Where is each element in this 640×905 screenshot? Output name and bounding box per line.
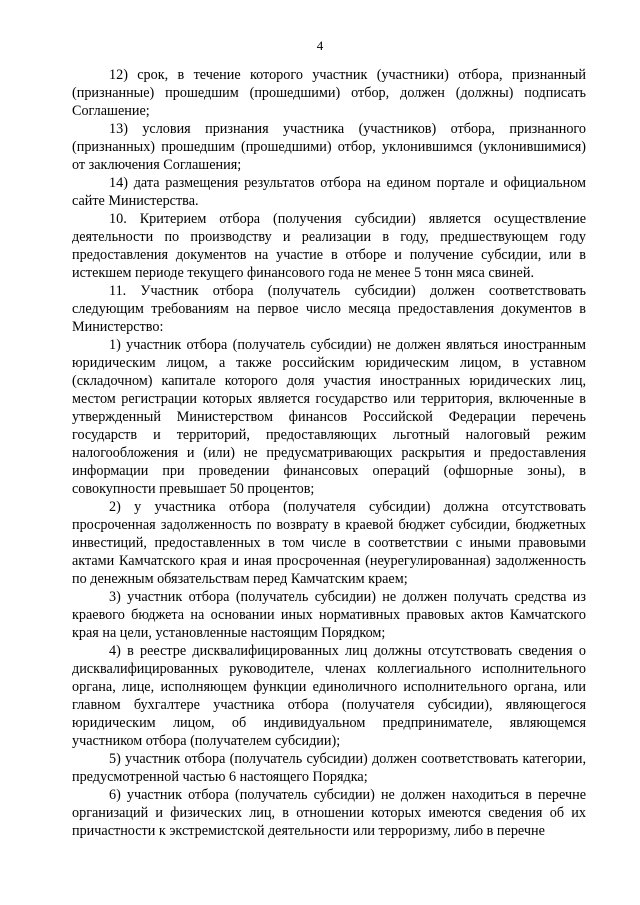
paragraph-section-10: 10. Критерием отбора (получения субсидии) является осуществление деятельности по производству и реализации в году, предшествующем году предоставления документов на участие в отборе и получение субсидии, или в истекшем периоде текущего финансового года не менее 5 тонн мяса свиней.: [72, 211, 586, 281]
paragraph-requirement-2: 2) у участника отбора (получателя субсидии) должна отсутствовать просроченная задолженность по возврату в краевой бюджет субсидии, бюджетных инвестиций, предоставленных в том числе в соответствии с иными правовыми актами Камчатского края и иная просроченная (неурегулированная) задолженность по денежным обязательствам перед Камчатским краем;: [72, 499, 586, 587]
paragraph-requirement-1: 1) участник отбора (получатель субсидии) не должен являться иностранным юридическим лицом, а также российским юридическим лицом, в уставном (складочном) капитале которого доля участия иностранных юридических лиц, местом регистрации которых является государство или территория, включенные в утвержденный Министерством финансов Российской Федерации перечень государств и территорий, предоставляющих льготный налоговый режим налогообложения и (или) не предусматривающих раскрытия и предоставления информации при проведении финансовых операций (офшорные зоны), в совокупности превышает 50 процентов;: [72, 337, 586, 497]
page-number: 4: [316, 38, 324, 53]
paragraph-item-14: 14) дата размещения результатов отбора на едином портале и официальном сайте Министерства.: [72, 175, 586, 209]
document-body: [72, 66, 586, 840]
paragraph-item-12: 12) срок, в течение которого участник (участники) отбора, признанный (признанные) прошедшим (прошедшими) отбор, должен (должны) подписать Соглашение;: [72, 67, 586, 119]
paragraph-item-13: 13) условия признания участника (участников) отбора, признанного (признанных) прошедшим (прошедшими) отбор, уклонившимся (уклонившимися) от заключения Соглашения;: [72, 121, 586, 173]
paragraph-requirement-3: 3) участник отбора (получатель субсидии) не должен получать средства из краевого бюджета на основании иных нормативных правовых актов Камчатского края на цели, установленные настоящим Порядком;: [72, 589, 586, 641]
paragraph-requirement-6: 6) участник отбора (получатель субсидии) не должен находиться в перечне организаций и физических лиц, в отношении которых имеются сведения об их причастности к экстремистской деятельности или терроризму, либо в перечне: [72, 787, 586, 839]
paragraph-requirement-4: 4) в реестре дисквалифицированных лиц должны отсутствовать сведения о дисквалифицированных руководителе, членах коллегиального исполнительного органа, лице, исполняющем функции единоличного исполнительного органа, или главном бухгалтере участника отбора (получателя субсидии), являющегося юридическим лицом, об индивидуальном предпринимателе, являющемся участником отбора (получателем субсидии);: [72, 643, 586, 749]
paragraph-section-11: 11. Участник отбора (получатель субсидии) должен соответствовать следующим требованиям на первое число месяца предоставления документов в Министерство:: [72, 283, 586, 335]
paragraph-requirement-5: 5) участник отбора (получатель субсидии) должен соответствовать категории, предусмотренной частью 6 настоящего Порядка;: [72, 751, 586, 785]
